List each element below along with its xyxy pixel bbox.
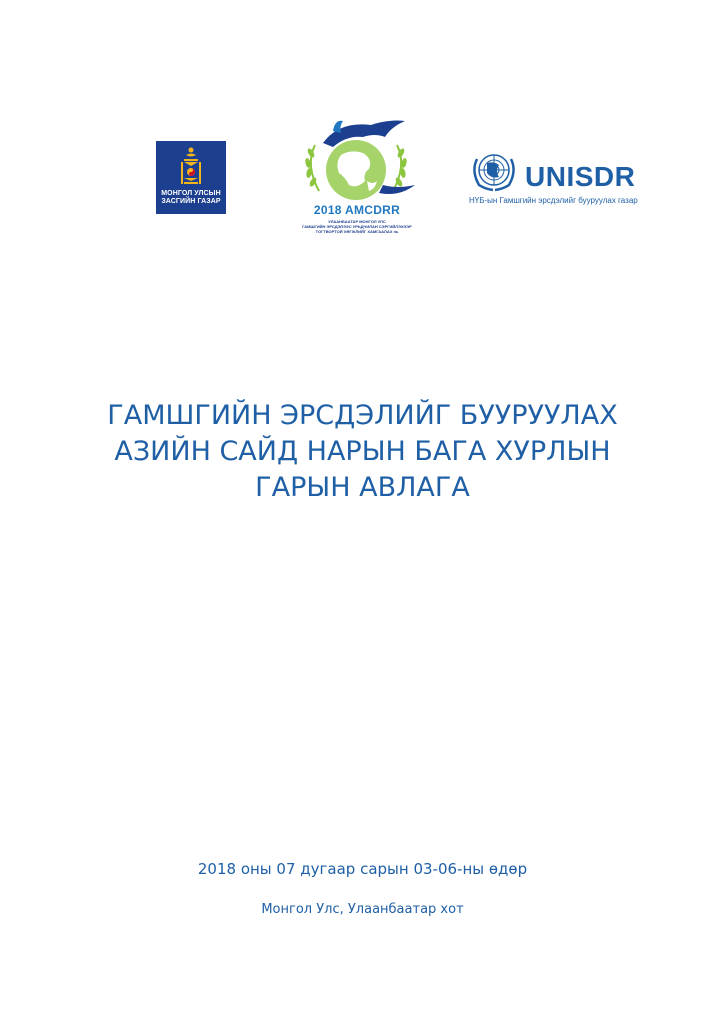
unisdr-logo-name: UNISDR [525,161,636,192]
mongolia-logo-text [161,190,221,206]
document-title [40,398,685,506]
amcdrr-logo-title: 2018 AMCDRR [313,203,401,217]
document-place: Монгол Улс, Улаанбаатар хот [261,902,464,917]
mongolia-government-logo [156,141,226,214]
unisdr-logo-subtitle: НҮБ-ын Гамшгийн эрсдэлийг бууруулах газар [469,196,638,205]
mongolia-logo-line1: МОНГОЛ УЛСЫН [161,190,221,197]
unisdr-logo [467,149,647,211]
title-line-2: АЗИЙН САЙД НАРЫН БАГА ХУРЛЫН [114,436,611,467]
mongolia-logo-line2: ЗАСГИЙН ГАЗАР [161,198,221,205]
title-line-1: ГАМШГИЙН ЭРСДЭЛИЙГ БУУРУУЛАХ [107,400,618,431]
amcdrr-logo-subtitle-3: ТОГТВОРТОЙ ХӨГЖЛИЙГ ХАМГААЛАХ нь [315,229,399,234]
amcdrr-globe-icon [293,115,421,205]
amcdrr-logo [293,115,421,240]
document-date: 2018 оны 07 дугаар сарын 03-06-ны өдөр [197,860,528,878]
soyombo-icon [180,146,202,188]
amcdrr-logo-subtitle-2: ГАМШГИЙН ЭРСДЭЛЭЭС УРЬДЧИЛАН СЭРГИЙЛЭХЭЭР [302,224,412,229]
un-emblem-icon [469,149,519,193]
amcdrr-logo-subtitle-1: УЛААНБААТАР МОНГОЛ УЛС [328,219,386,224]
title-line-3: ГАРЫН АВЛАГА [255,472,470,503]
